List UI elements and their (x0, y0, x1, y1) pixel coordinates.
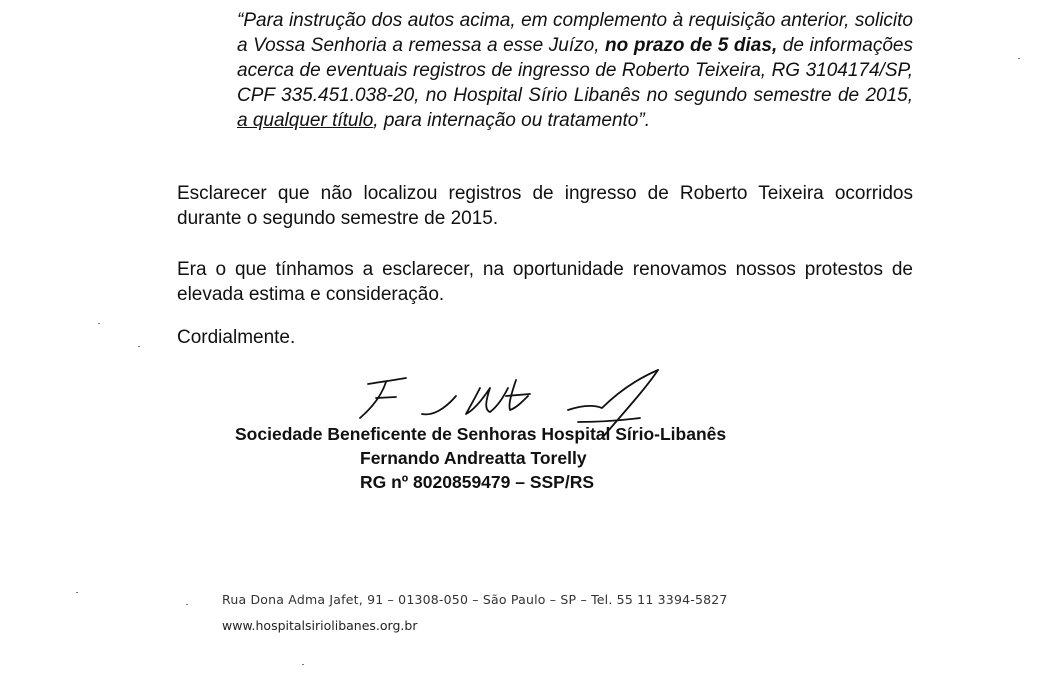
quote-text-part1: “Para instrução dos autos acima, em complemento à requisição anterior, solicito a Vossa Senhoria a remessa a esse Juízo, (237, 10, 913, 56)
quote-any-title: a qualquer título (237, 110, 374, 131)
quoted-request (237, 8, 913, 133)
footer-website: www.hospitalsiriolibanes.org.br (222, 618, 418, 633)
signatory-name: Fernando Andreatta Torelly (360, 448, 587, 468)
scan-speck (186, 604, 188, 605)
clarification-paragraph: Esclarecer que não localizou registros de ingresso de Roberto Teixeira ocorridos durante o segundo semestre de 2015. (177, 183, 913, 229)
quote-deadline: no prazo de 5 dias, (605, 35, 778, 56)
quote-text-part2: de informações acerca de eventuais registros de ingresso de Roberto Teixeira, RG 3104174/SP, CPF 335.451.038-20, no Hospital Sírio Libanês no segundo semestre de 2015, (237, 35, 913, 106)
closing-paragraph: Era o que tínhamos a esclarecer, na oportunidade renovamos nossos protestos de elevada estima e consideração. (177, 259, 913, 305)
scan-speck (302, 664, 304, 665)
signatory-organization: Sociedade Beneficente de Senhoras Hospital Sírio-Libanês (235, 424, 727, 444)
footer-address: Rua Dona Adma Jafet, 91 – 01308-050 – São Paulo – SP – Tel. 55 11 3394-5827 (222, 592, 728, 607)
signatory-id: RG nº 8020859479 – SSP/RS (360, 472, 595, 492)
scan-speck (76, 592, 78, 593)
scan-speck (138, 346, 140, 347)
salutation: Cordialmente. (177, 327, 296, 348)
quote-text-part3: , para internação ou tratamento”. (373, 110, 650, 131)
scan-speck (98, 323, 100, 324)
scan-speck (1018, 58, 1020, 59)
